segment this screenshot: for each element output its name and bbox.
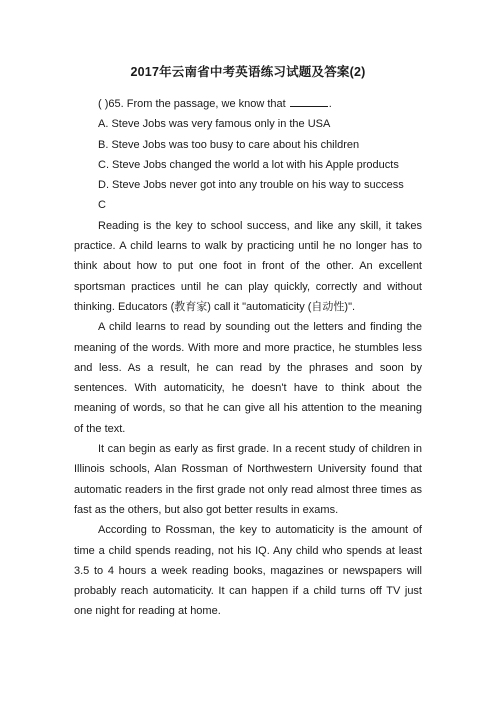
- answer-blank: [290, 97, 328, 107]
- option-a: A. Steve Jobs was very famous only in the USA: [98, 118, 331, 131]
- question-stem-text: ( )65. From the passage, we know that: [98, 98, 289, 110]
- option-b: B. Steve Jobs was too busy to care about his children: [98, 138, 360, 151]
- paragraph-3: It can begin as early as first grade. In a recent study of children in Illinois schools, Alan Rossman of Northwestern University found that automatic readers in the first grade not only read almost three times as fast as the others, but also got better results in exams.: [74, 443, 422, 516]
- paragraph-1: Reading is the key to school success, and like any skill, it takes practice. A child learns to walk by practicing until he no longer has to think about how to put one foot in front of the other. An excellent sportsman practices until he can play quickly, correctly and without thinking. Educators (教育家) call it "automaticity (自动性)".: [74, 219, 422, 313]
- paragraph-4: According to Rossman, the key to automaticity is the amount of time a child spends reading, not his IQ. Any child who spends at least 3.5 to 4 hours a week reading books, magazines or newspapers will probably reach automaticity. It can happen if a child turns off TV just one night for reading at home.: [74, 524, 422, 618]
- question-stem: [74, 94, 422, 114]
- answer-key: C: [98, 199, 106, 212]
- question-stem-end: .: [328, 98, 332, 110]
- document-title: 2017年云南省中考英语练习试题及答案(2): [130, 65, 366, 79]
- option-c: C. Steve Jobs changed the world a lot with his Apple products: [98, 158, 399, 171]
- option-d: D. Steve Jobs never got into any trouble on his way to success: [98, 179, 404, 192]
- paragraph-2: A child learns to read by sounding out the letters and finding the meaning of the words. With more and more practice, he stumbles less and less. As a result, he can read by the phrases and soon by sentences. With automaticity, he doesn't have to think about the meaning of words, so that he can give all his attention to the meaning of the text.: [74, 321, 422, 435]
